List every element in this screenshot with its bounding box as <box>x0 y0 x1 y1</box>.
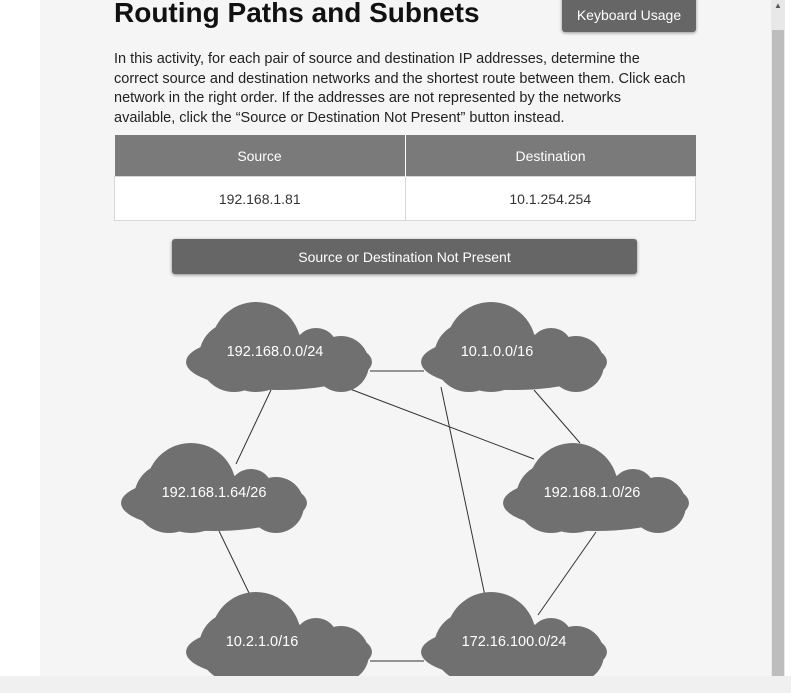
network-node-n4[interactable] <box>503 443 689 533</box>
destination-ip-cell: 10.1.254.254 <box>405 177 696 221</box>
source-ip-cell: 192.168.1.81 <box>115 177 406 221</box>
source-or-destination-not-present-button[interactable]: Source or Destination Not Present <box>172 239 637 274</box>
scroll-up-arrow-icon[interactable]: ▲ <box>774 1 782 10</box>
keyboard-usage-button[interactable]: Keyboard Usage <box>562 0 696 32</box>
link-n1-n3 <box>236 390 271 464</box>
network-node-n5[interactable] <box>186 592 372 676</box>
network-node-n1[interactable] <box>186 302 372 392</box>
network-node-n3[interactable] <box>121 443 307 533</box>
network-label: 192.168.1.64/26 <box>161 485 267 501</box>
network-label: 10.1.0.0/16 <box>460 344 534 360</box>
network-label: 192.168.0.0/24 <box>226 344 324 360</box>
link-n4-n6 <box>538 532 596 615</box>
network-node-n6[interactable] <box>421 592 607 676</box>
vertical-scrollbar-thumb[interactable] <box>772 30 784 676</box>
link-n2-n4 <box>534 390 580 443</box>
link-n1-n4 <box>350 389 534 459</box>
destination-header: Destination <box>405 135 696 177</box>
network-label: 10.2.1.0/16 <box>225 634 299 650</box>
instructions-text: In this activity, for each pair of source and destination IP addresses, determine the correct source and destination networks and the shortest route between them. Click each network in the right order. If the addresses are not represented by the networks available, click the “Source or Destination Not Present” button instead. <box>114 51 686 126</box>
network-node-n2[interactable] <box>421 302 607 392</box>
source-header: Source <box>115 135 406 177</box>
page-title: Routing Paths and Subnets <box>114 0 480 28</box>
link-n3-n5 <box>219 531 250 595</box>
link-n2-n6 <box>441 387 485 596</box>
network-label: 172.16.100.0/24 <box>461 634 567 650</box>
horizontal-scrollbar[interactable] <box>0 676 791 693</box>
network-label: 192.168.1.0/26 <box>543 485 641 501</box>
